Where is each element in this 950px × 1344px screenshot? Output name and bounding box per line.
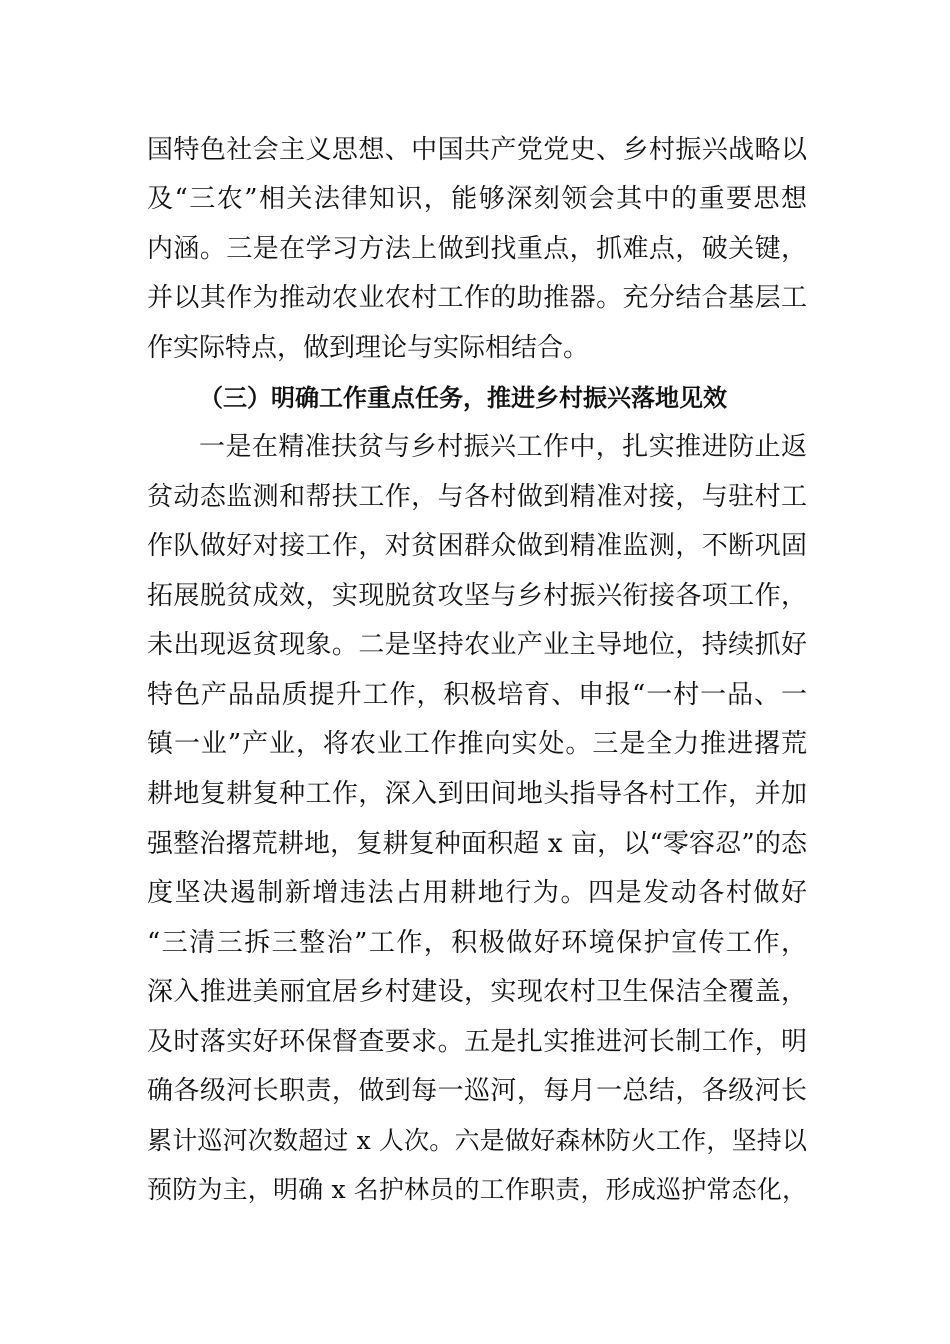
paragraph-line: 并以其作为推动农业农村工作的助推器。充分结合基层工	[147, 283, 807, 313]
paragraph-line: 度坚决遏制新增违法占用耕地行为。四是发动各村做好	[147, 878, 807, 908]
paragraph-line: 国特色社会主义思想、中国共产党党史、乡村振兴战略以	[147, 135, 807, 165]
paragraph-line: 及“三农”相关法律知识，能够深刻领会其中的重要思想	[147, 184, 807, 214]
paragraph-line: 耕地复耕复种工作，深入到田间地头指导各村工作，并加	[147, 779, 807, 809]
paragraph-line: 镇一业”产业，将农业工作推向实处。三是全力推进撂荒	[147, 729, 807, 759]
paragraph-line: “三清三拆三整治”工作，积极做好环境保护宣传工作，	[147, 928, 807, 958]
paragraph-line: 拓展脱贫成效，实现脱贫攻坚与乡村振兴衔接各项工作，	[147, 581, 807, 611]
paragraph-line: 贫动态监测和帮扶工作，与各村做到精准对接，与驻村工	[147, 482, 807, 512]
paragraph-line: 预防为主，明确 x 名护林员的工作职责，形成巡护常态化，	[147, 1175, 807, 1204]
paragraph-line: 深入推进美丽宜居乡村建设，实现农村卫生保洁全覆盖，	[147, 977, 807, 1007]
paragraph-line: 及时落实好环保督查要求。五是扎实推进河长制工作，明	[147, 1027, 807, 1057]
paragraph-line: 内涵。三是在学习方法上做到找重点，抓难点，破关键，	[147, 234, 807, 264]
paragraph-line: 一是在精准扶贫与乡村振兴工作中，扎实推进防止返	[199, 432, 807, 462]
paragraph-line: 特色产品品质提升工作，积极培育、申报“一村一品、一	[147, 680, 807, 710]
paragraph-line: 确各级河长职责，做到每一巡河，每月一总结，各级河长	[147, 1076, 807, 1106]
section-heading: （三）明确工作重点任务，推进乡村振兴落地见效	[199, 384, 727, 412]
paragraph-line: 未出现返贫现象。二是坚持农业产业主导地位，持续抓好	[147, 630, 807, 660]
paragraph-line: 累计巡河次数超过 x 人次。六是做好森林防火工作，坚持以	[147, 1126, 807, 1155]
paragraph-line: 强整治撂荒耕地，复耕复种面积超 x 亩，以“零容忍”的态	[147, 829, 807, 859]
paragraph-line: 作队做好对接工作，对贫困群众做到精准监测，不断巩固	[147, 531, 807, 561]
paragraph-line: 作实际特点，做到理论与实际相结合。	[147, 333, 590, 363]
